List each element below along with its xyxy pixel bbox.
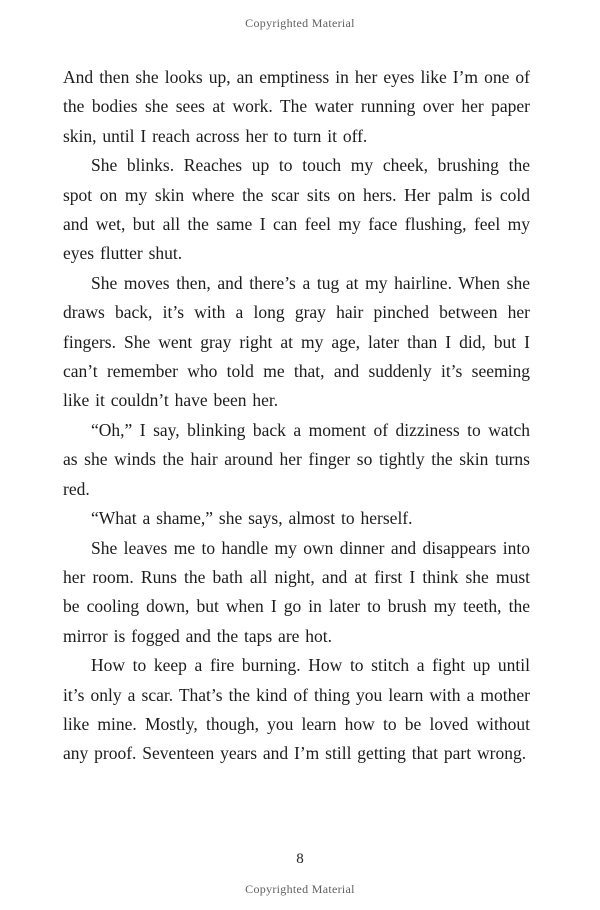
copyright-notice-bottom: Copyrighted Material — [245, 882, 355, 896]
paragraph: She moves then, and there’s a tug at my hairline. When she draws back, it’s with a long gray hair pinched between her fingers. She went gray right at my age, later than I did, but I can’t remember who told me that, and suddenly it’s seeming like it couldn’t have been her. — [63, 272, 530, 411]
paragraph: How to keep a fire burning. How to stitch a fight up until it’s only a scar. That’s the kind of thing you learn with a mother like mine. Mostly, though, you learn how to be loved without any proof. Seventeen years and I’m still getting that part wrong. — [63, 655, 530, 764]
paragraph: “Oh,” I say, blinking back a moment of dizziness to watch as she winds the hair around her finger so tightly the skin turns red. — [63, 419, 530, 499]
paragraph: “What a shame,” she says, almost to herself. — [91, 508, 413, 529]
paragraph: She blinks. Reaches up to touch my cheek, brushing the spot on my skin where the scar sits on hers. Her palm is cold and wet, but all the same I can feel my face flushing, feel my eyes flutter shut. — [63, 155, 530, 264]
copyright-notice-top: Copyrighted Material — [245, 16, 355, 30]
page-body-text — [63, 63, 530, 769]
paragraph: And then she looks up, an emptiness in her eyes like I’m one of the bodies she sees at work. The water running over her paper skin, until I reach across her to turn it off. — [63, 67, 530, 146]
page-number: 8 — [296, 851, 304, 867]
paragraph: She leaves me to handle my own dinner and disappears into her room. Runs the bath all night, and at first I think she must be cooling down, but when I go in later to brush my teeth, the mirror is fogged and the taps are hot. — [63, 537, 530, 646]
